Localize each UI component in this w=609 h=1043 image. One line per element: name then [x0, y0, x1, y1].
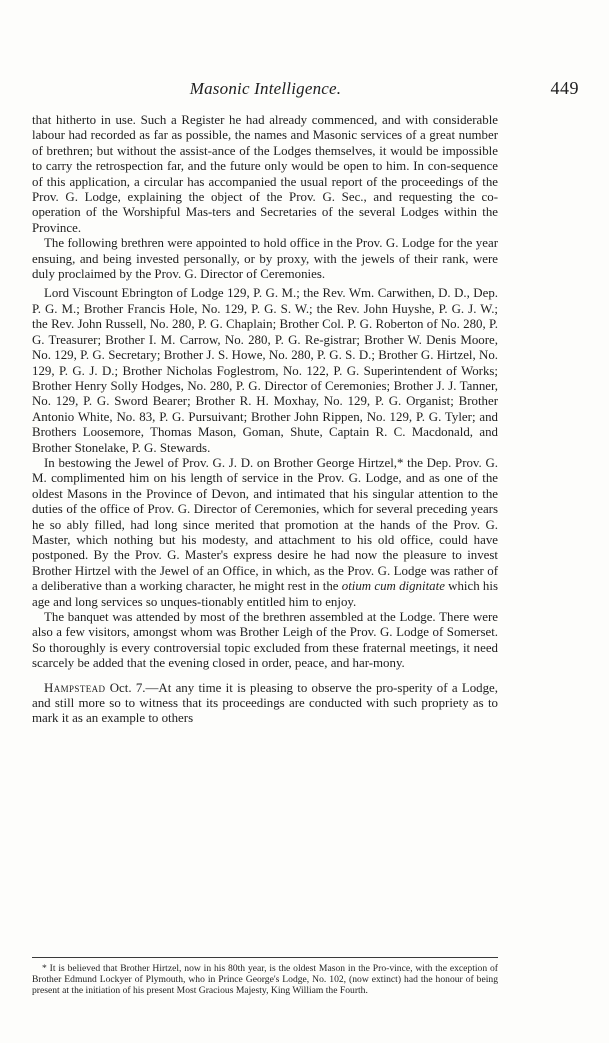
footnote-rule [32, 957, 498, 958]
running-header [32, 78, 579, 103]
paragraph-register: that hitherto in use. Such a Register he had already commenced, and with considerable labour had recorded as far as possible, the names and Masonic services of a great number of brethren; but without the assist-ance of the Lodges themselves, it would be impossible to carry the retrospection far, and the future only would be open to him. In con-sequence of this application, a circular has accompanied the usual report of the proceedings of the Prov. G. Lodge, explaining the object of the Prov. G. Sec., and requesting the co-operation of the Worshipful Mas-ters and Secretaries of the several Lodges within the Province. [32, 113, 498, 235]
place-heading: Hampstead [44, 680, 106, 695]
running-title: Masonic Intelligence. [189, 79, 342, 98]
latin-phrase: otium cum dignitate [341, 579, 445, 594]
paragraph-banquet: The banquet was attended by most of the brethren assembled at the Lodge. There were also a few visitors, amongst whom was Brother Leigh of the Prov. G. Lodge of Somerset. So thoroughly is every controversial topic excluded from these fraternal meetings, it need scarcely be added that the evening closed in order, peace, and har-mony. [32, 610, 498, 671]
jewel-text-end: which his age and long services so unques-tionably entitled him to enjoy. [32, 579, 498, 609]
paragraph-appointments: The following brethren were appointed to hold office in the Prov. G. Lodge for the year ensuing, and being invested personally, or by proxy, with the jewels of their rank, were duly proclaimed by the Prov. G. Director of Ceremonies. [32, 236, 498, 282]
page-number: 449 [550, 78, 579, 98]
paragraph-jewel [32, 456, 498, 610]
hampstead-text: Oct. 7.—At any time it is pleasing to observe the pro-sperity of a Lodge, and still more so to witness that its proceedings are conducted with such propriety as to mark it as an example to others [32, 680, 498, 726]
main-text [32, 113, 498, 727]
jewel-text-start: In bestowing the Jewel of Prov. G. J. D. on Brother George Hirtzel,* the Dep. Prov. G. M. complimented him on his length of service in the Prov. G. Lodge, and as one of the oldest Masons in the Province of Devon, and intimated that his singular attention to the duties of the office of Prov. G. Director of Ceremonies, which for several preceding years he so ably filled, had long since merited that promotion at the hands of the Prov. G. Master, which nothing but his modesty, and attachment to his old office, could have postponed. By the Prov. G. Master's express desire he had now the pleasure to invest Brother Hirtzel with the Jewel of an Office, in which, as the Prov. G. Lodge was rather of a deliberative than a working character, he might rest in the [32, 455, 498, 594]
paragraph-officers-list: Lord Viscount Ebrington of Lodge 129, P. G. M.; the Rev. Wm. Carwithen, D. D., Dep. P. G. M.; Brother Francis Hole, No. 129, P. G. S. W.; the Rev. John Huyshe, P. G. J. W.; the Rev. John Russell, No. 280, P. G. Chaplain; Brother Col. P. G. Roberton of No. 280, P. G. Treasurer; Brother I. M. Carrow, No. 280, P. G. Re-gistrar; Brother W. Denis Moore, No. 129, P. G. Secretary; Brother J. S. Howe, No. 280, P. G. S. D.; Brother G. Hirtzel, No. 129, P. G. J. D.; Brother Nicholas Foglestrom, No. 122, P. G. Superintendent of Works; Brother Henry Solly Hodges, No. 280, P. G. Director of Ceremonies; Brother J. J. Tanner, No. 129, P. G. Sword Bearer; Brother R. H. Moxhay, No. 129, P. G. Organist; Brother Antonio White, No. 83, P. G. Pursuivant; Brother John Rippen, No. 129, P. G. Tyler; and Brothers Loosemore, Thomas Mason, Goman, Shute, Captain R. C. Macdonald, and Brother Stonelake, P. G. Stewards. [32, 286, 498, 455]
paragraph-hampstead [32, 681, 498, 727]
footnote: * It is believed that Brother Hirtzel, now in his 80th year, is the oldest Mason in the Pro-vince, with the exception of Brother Edmund Lockyer of Plymouth, who in Prince George's Lodge, No. 102, (now extinct) had the honour of being present at the initiation of his present Most Gracious Majesty, King William the Fourth. [32, 963, 498, 997]
